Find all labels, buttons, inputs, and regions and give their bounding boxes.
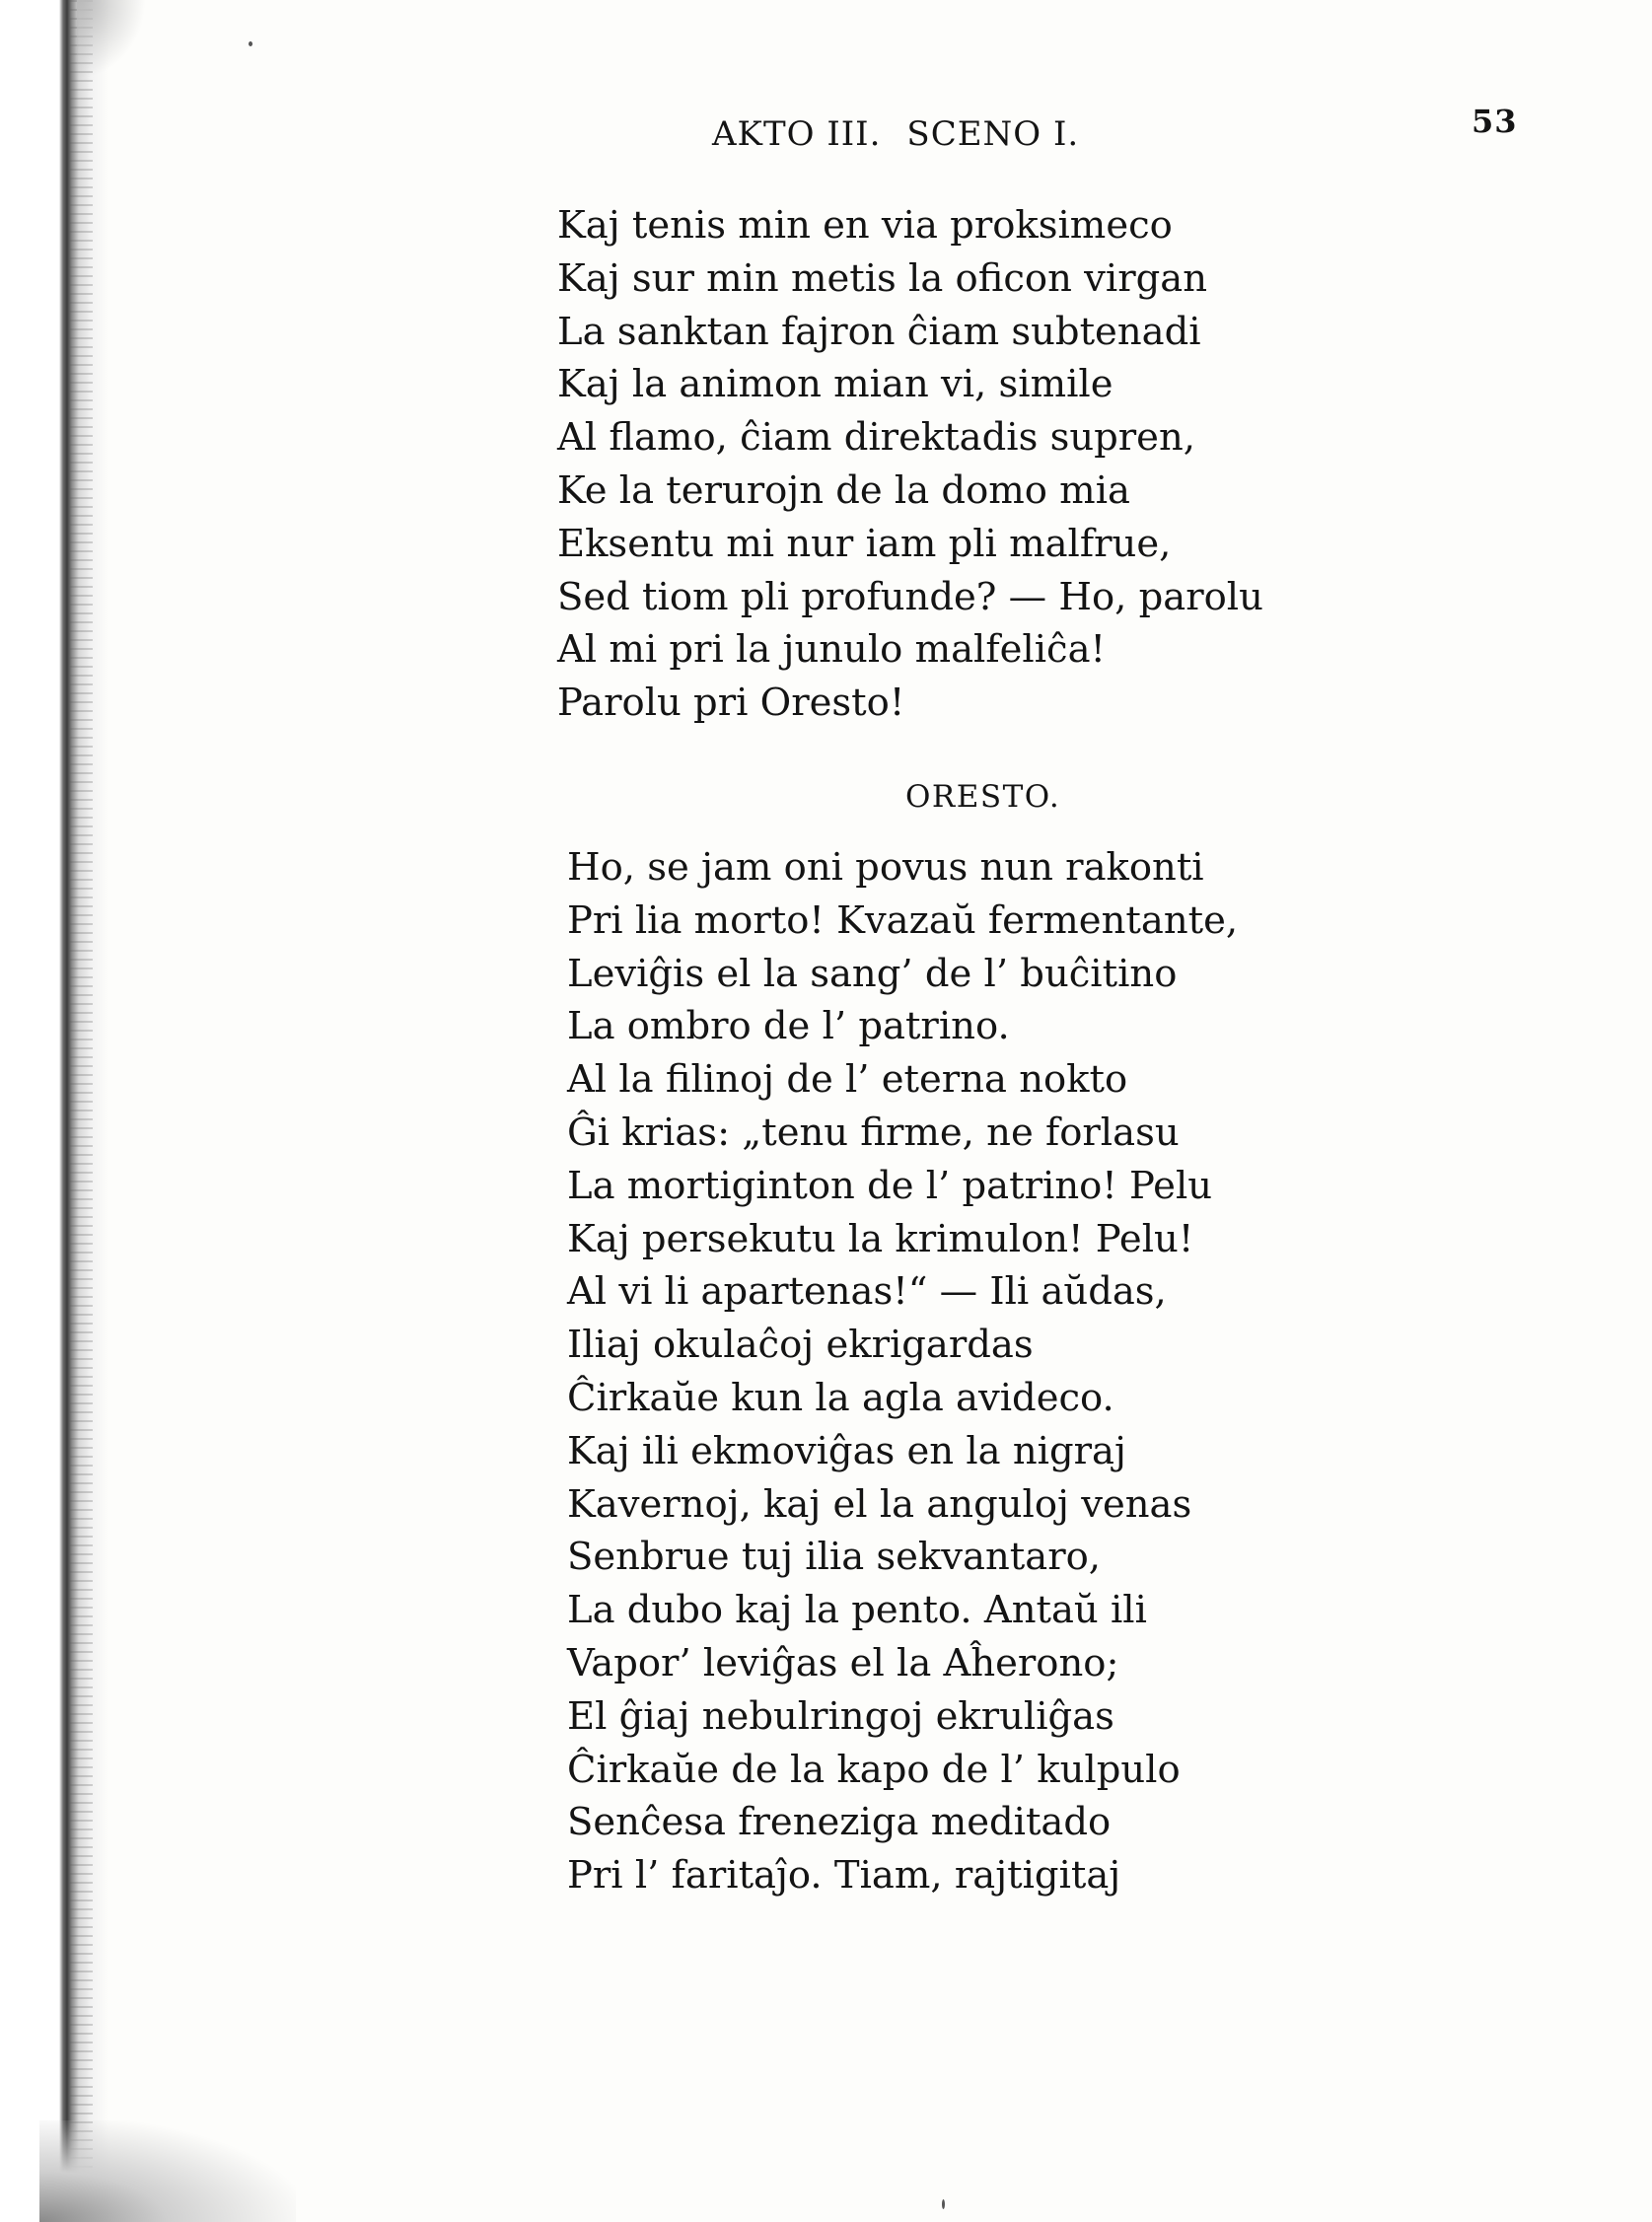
verse-line: Sed tiom pli profunde? — Ho, parolu	[557, 574, 1263, 619]
verse-line: Kaj tenis min en via proksimeco	[557, 203, 1173, 248]
verse-line: Ke la terurojn de la domo mia	[557, 467, 1130, 513]
verse-line: Al la filinoj de l’ eterna nokto	[567, 1057, 1128, 1103]
verse-line: Ĉirkaŭe de la kapo de l’ kulpulo	[567, 1747, 1181, 1792]
speaker-name: ORESTO.	[905, 779, 1061, 815]
binding-texture	[69, 0, 93, 2222]
verse-line: Al flamo, ĉiam direktadis supren,	[557, 415, 1195, 461]
verse-block-oresto	[567, 841, 1238, 1902]
verse-line: Senĉesa freneziga meditado	[567, 1800, 1112, 1845]
print-speck	[249, 41, 252, 46]
verse-line: Ĝi krias: „tenu firme, ne forlasu	[567, 1110, 1180, 1155]
verse-line: Pri l’ faritaĵo. Tiam, rajtigitaj	[567, 1853, 1121, 1899]
page-shadow-top	[77, 0, 146, 79]
print-speck	[942, 2199, 945, 2209]
running-head	[712, 114, 1079, 154]
verse-line: Kaj la animon mian vi, simile	[557, 362, 1113, 407]
page-shadow-bottom	[39, 2120, 296, 2222]
scene-label: SCENO I.	[906, 114, 1080, 154]
verse-block-electra	[557, 199, 1263, 730]
verse-line: La mortiginton de l’ patrino! Pelu	[567, 1163, 1213, 1208]
verse-line: Ĉirkaŭe kun la agla avideco.	[567, 1375, 1114, 1420]
verse-line: La ombro de l’ patrino.	[567, 1004, 1010, 1049]
verse-line: Parolu pri Oresto!	[557, 681, 905, 726]
verse-line: Kaj sur min metis la oficon virgan	[557, 255, 1208, 301]
verse-line: La dubo kaj la pento. Antaŭ ili	[567, 1588, 1147, 1633]
verse-line: Kaj persekutu la krimulon! Pelu!	[567, 1216, 1194, 1261]
page-number: 53	[1472, 103, 1518, 140]
verse-line: Kaj ili ekmoviĝas en la nigraj	[567, 1428, 1126, 1473]
verse-line: Vapor’ leviĝas el la Aĥerono;	[567, 1640, 1119, 1685]
verse-line: Ho, se jam oni povus nun rakonti	[567, 845, 1204, 890]
verse-line: Pri lia morto! Kvazaŭ fermentante,	[567, 897, 1239, 943]
act-label: AKTO III.	[712, 114, 882, 154]
verse-line: El ĝiaj nebulringoj ekruliĝas	[567, 1693, 1114, 1739]
verse-line: Eksentu mi nur iam pli malfrue,	[557, 521, 1172, 566]
verse-line: Iliaj okulaĉoj ekrigardas	[567, 1323, 1034, 1368]
verse-line: Al vi li apartenas!“ — Ili aŭdas,	[567, 1269, 1167, 1315]
verse-line: Senbrue tuj ilia sekvantaro,	[567, 1535, 1102, 1580]
verse-line: Kavernoj, kaj el la anguloj venas	[567, 1481, 1192, 1527]
verse-line: Leviĝis el la sang’ de l’ buĉitino	[567, 951, 1178, 996]
verse-line: La sanktan fajron ĉiam subtenadi	[557, 309, 1201, 354]
verse-line: Al mi pri la junulo malfeliĉa!	[557, 627, 1106, 673]
